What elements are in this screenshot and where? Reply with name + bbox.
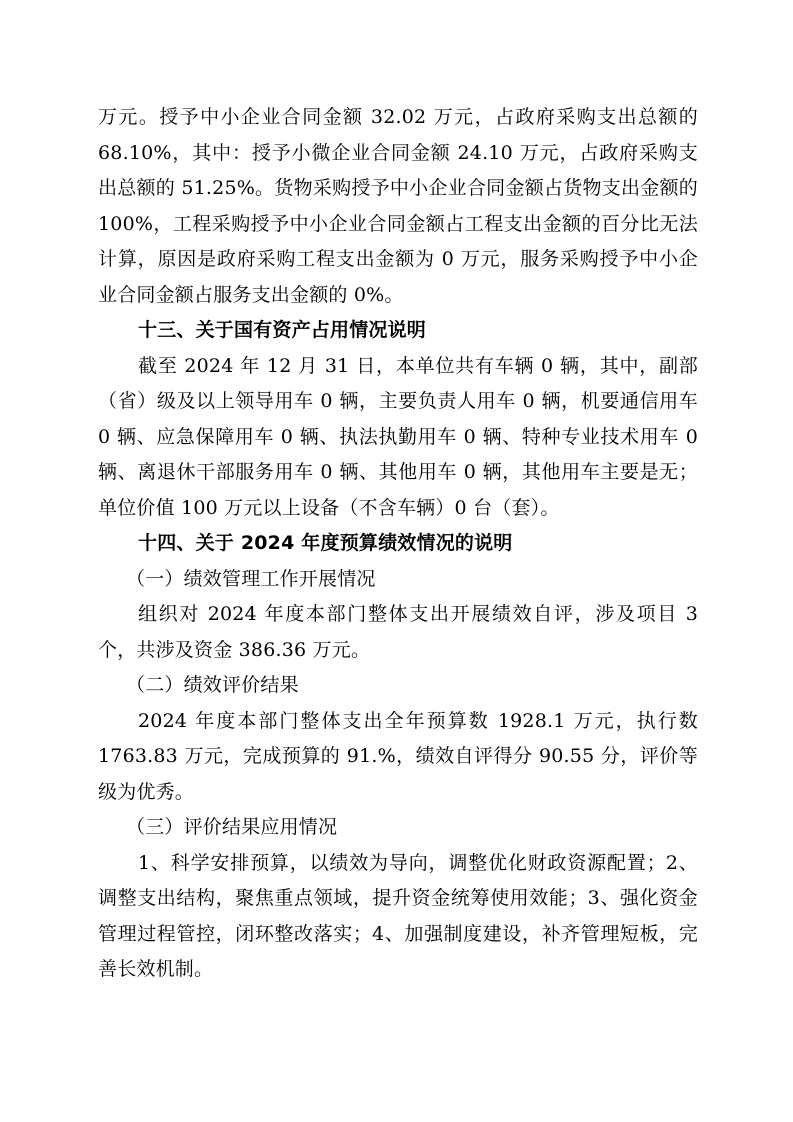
paragraph-results-application: 1、科学安排预算，以绩效为导向，调整优化财政资源配置；2、调整支出结构，聚焦重点领域，提升资金统筹使用效能；3、强化资金管理过程管控，闭环整改落实；4、加强制度建设，补齐管理短板，完善长效机制。 — [98, 851, 698, 980]
section-heading-14: 十四、关于 2024 年度预算绩效情况的说明 — [138, 532, 513, 554]
paragraph-performance-management: 组织对 2024 年度本部门整体支出开展绩效自评，涉及项目 3 个，共涉及资金 386.36 万元。 — [98, 603, 698, 661]
section-heading-13: 十三、关于国有资产占用情况说明 — [138, 319, 427, 341]
subheading-results-application: （三）评价结果应用情况 — [126, 816, 338, 838]
subheading-evaluation-results: （二）绩效评价结果 — [126, 674, 299, 696]
subheading-performance-management: （一）绩效管理工作开展情况 — [126, 567, 376, 590]
paragraph-evaluation-results: 2024 年度本部门整体支出全年预算数 1928.1 万元，执行数 1763.83 万元，完成预算的 91.%，绩效自评得分 90.55 分，评价等级为优秀。 — [98, 709, 698, 803]
paragraph-state-assets: 截至 2024 年 12 月 31 日，本单位共有车辆 0 辆，其中，副部（省）级及以上领导用车 0 辆，主要负责人用车 0 辆，机要通信用车 0 辆、应急保障用车 0 辆、执法执勤用车 0 辆、特种专业技术用车 0 辆、离退休干部服务用车 0 辆、其他用车 0 辆，其他用车主要是无；单位价值 100 万元以上设备（不含车辆）0 台（套）。 — [98, 354, 698, 519]
document-body — [98, 100, 698, 988]
paragraph-procurement-continued: 万元。授予中小企业合同金额 32.02 万元，占政府采购支出总额的 68.10%，其中：授予小微企业合同金额 24.10 万元，占政府采购支出总额的 51.25%。货物采购授予中小企业合同金额占货物支出金额的 100%，工程采购授予中小企业合同金额占工程支出金额的百分比无法计算，原因是政府采购工程支出金额为 0 万元，服务采购授予中小企业合同金额占服务支出金额的 0%。 — [98, 106, 698, 306]
